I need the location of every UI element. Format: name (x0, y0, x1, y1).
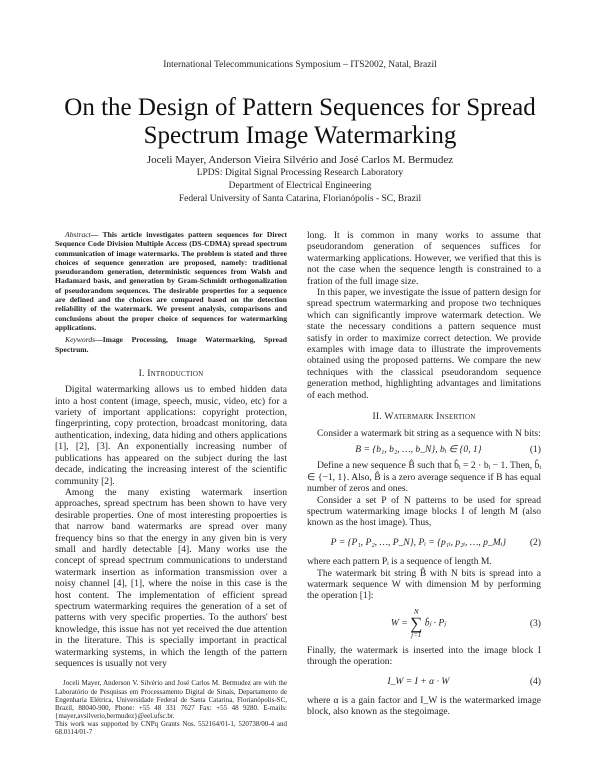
eq3-lhs: W = (390, 617, 408, 629)
equation-2 (307, 537, 541, 548)
footnote-funding: This work was supported by CNPq Grants Nos. 552164/01-1, 520738/00-4 and 68.0114/01-7 (55, 719, 287, 736)
equation-3 (307, 608, 541, 639)
equation-1 (307, 444, 541, 455)
abstract-text: — This article investigates pattern sequences for Direct Sequence Code Division Multiple Access (DS-CDMA) spread spectrum communication of image watermarks. The problem is stated and three choices of sequence generation are proposed, namely: traditional pseudorandom generation, deterministic sequences from Walsh and Hadamard basis, and generation by Gram-Schmidt orthogonalization of pseudorandom sequences. The desirable properties for a sequence are defined and the choices are compared based on the detection reliability of the watermark. We present analysis, comparisons and conclusions about the proper choice of sequences for watermarking applications. (55, 230, 287, 332)
left-column (55, 230, 287, 736)
equation-4 (307, 676, 541, 687)
summation (410, 608, 422, 639)
paragraph: The watermark bit string B̂ with N bits is spread into a watermark sequence W with dimension M by performing the operation [1]: (307, 567, 541, 602)
paper-title (0, 94, 600, 150)
paragraph: where α is a gain factor and I_W is the watermarked image block, also known as the stegoimage. (307, 695, 541, 718)
affiliation-lab: LPDS: Digital Signal Processing Research Laboratory (196, 168, 404, 178)
keywords (55, 335, 287, 354)
sum-sign: ∑ (410, 613, 423, 633)
equation-1-body: B = {b₁, b₂, …, b_N}, bᵢ ∈ {0, 1} (355, 443, 482, 455)
paragraph: Among the many existing watermark insertion approaches, spread spectrum has been shown to have very desirable properties. One of most interesting propoerties is that narrow band watermarks are spread over many frequency bins so that the energy in any given bin is very small and hardly detectable [4]. Many works use the concept of spread spectrum communications to understand watermark insertion as information transmission over a noisy channel [4], [1], where the noise in this case is the host content. The implementation of efficient spread spectrum watermarking requires the generation of a set of patterns with very specific properties. To the authors' best knowledge, this issue has not yet received the due attention in the literature. This is specially important in practical watermarking systems, in which the length of the pattern sequences is usually not very (55, 486, 287, 670)
footnote (55, 679, 287, 736)
sum-upper: N (413, 607, 419, 616)
keywords-label: Keywords (65, 335, 96, 345)
paragraph: long. It is common in many works to assume that pseudorandom generation of sequences suffices for watermarking applications. However, we verified that this is not the case when the sequence length is constrained to a fration of the full image size. (307, 230, 541, 287)
equation-3-body (307, 608, 530, 639)
footnote-affiliation: Joceli Mayer, Anderson V. Silvério and José Carlos M. Bermudez are with the Laboratório de Pesquisas em Processamento Digital de Sinais, Departamento de Engenharia Elétrica, Universidade Federal de Santa Catarina, Florianópolis-SC, Brazil, 88040-900, Phone: +55 48 331 7627 Fax: +55 48 9280. E-mails: {mayer,avsilverio,bermudez}@eel.ufsc.br. (55, 679, 287, 720)
paragraph: In this paper, we investigate the issue of pattern design for spread spectrum watermarking and propose two techniques which can significantly improve watermark detection. We state the necessary conditions a pattern sequence must satisfy in order to maximize correct detection. We provide examples with image data to illustrate the improvements obtained using the proposed patterns. We compare the new techniques with the classical pseudorandom sequence generation method, highlighting advantages and limitations of each method. (307, 287, 541, 401)
sum-lower: j=1 (411, 630, 422, 639)
paragraph: Digital watermarking allows us to embed hidden data into a host content (image, speech, music, video, etc) for a variety of important applications: copyright protection, fingerprinting, copy protection, broadcast monitoring, data authentication, indexing, data hiding and others applications [1], [2], [3]. An exponentially increasing number of publications has appeared on the subject during the last decade, indicating the increasing interest of the scientific community [2]. (55, 384, 287, 487)
paragraph: Finally, the watermark is inserted into the image block I through the operation: (307, 644, 541, 668)
paragraph: Define a new sequence B̂ such that b̂ᵢ = 2 · bᵢ − 1. Then, b̂ᵢ ∈ {−1, 1}. Also, B̂ is a zero average sequence if B has equal number of zeros and ones. (307, 460, 541, 495)
eq3-rhs: b̂ⱼ · Pⱼ (424, 617, 446, 629)
conference-header: International Telecommunications Symposium – ITS2002, Natal, Brazil (163, 60, 437, 70)
equation-2-body: P = {P₁, P₂, …, P_N}, Pᵢ = {p₁ᵢ, p₂ᵢ, …, p_Mᵢ} (330, 536, 507, 548)
equation-number: (4) (529, 675, 541, 687)
paragraph: Consider a set P of N patterns to be used for spread spectrum watermarking image blocks I of length M (also known as the host image). Thus, (307, 494, 541, 529)
equation-number: (1) (529, 443, 541, 455)
section-heading-watermark-insertion: II. Watermark Insertion (372, 411, 476, 423)
section-heading-introduction: I. Introduction (138, 367, 204, 379)
right-column (307, 230, 541, 718)
affiliation-univ: Federal University of Santa Catarina, Florianópolis - SC, Brazil (178, 194, 422, 204)
title-text: On the Design of Pattern Sequences for Spread Spectrum Image Watermarking (64, 94, 536, 149)
affiliation (0, 167, 600, 206)
equation-number: (2) (529, 536, 541, 548)
abstract (55, 230, 287, 332)
paragraph: where each pattern Pᵢ is a sequence of length M. (307, 556, 492, 568)
abstract-label: Abstract (65, 230, 91, 239)
equation-4-body: I_W = I + α · W (387, 675, 450, 687)
paragraph: Consider a watermark bit string as a sequence with N bits: (317, 427, 541, 439)
keywords-text: —Image Processing, Image Watermarking, Spread Spectrum. (55, 335, 287, 354)
affiliation-dept: Department of Electrical Engineering (228, 181, 372, 191)
equation-number: (3) (529, 617, 541, 629)
authors: Joceli Mayer, Anderson Vieira Silvério and José Carlos M. Bermudez (146, 154, 454, 166)
